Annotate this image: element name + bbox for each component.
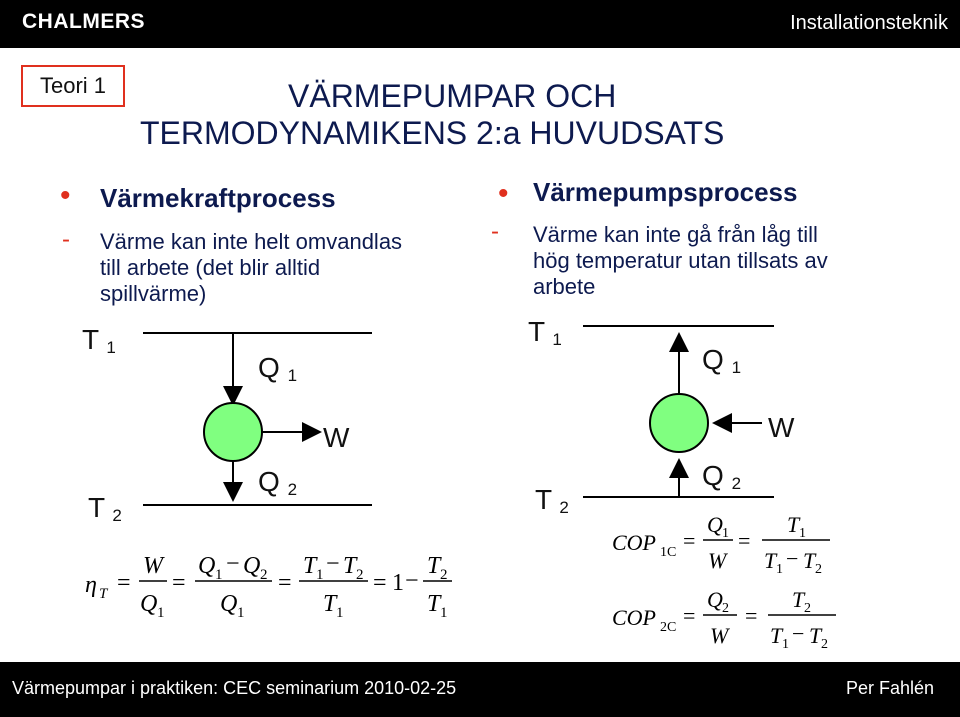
bullet-icon: • xyxy=(60,179,71,212)
equals-sign: = xyxy=(683,528,696,553)
right-heading: Värmepumpsprocess xyxy=(533,177,798,207)
denominator-t2: T xyxy=(809,623,822,648)
right-t2-label: T $_2$ xyxy=(535,484,569,517)
sub-1: 1 xyxy=(722,526,729,541)
numerator-t1: T xyxy=(303,553,317,579)
right-q2-label: Q $_2$ xyxy=(702,460,742,493)
heat-engine-diagram xyxy=(143,333,372,505)
equals-sign: = xyxy=(172,570,186,596)
numerator-t2: T xyxy=(343,553,357,579)
equals-sign: = xyxy=(683,603,696,628)
equals-sign: = xyxy=(745,603,758,628)
equals-sign: = xyxy=(373,570,387,596)
numerator-q1: Q xyxy=(707,512,723,537)
denominator-w: W xyxy=(708,548,727,573)
right-w-label: W xyxy=(768,412,795,443)
left-t2-label: T $_2$ xyxy=(88,492,122,525)
sub-2: 2 xyxy=(440,567,448,583)
equals-sign: = xyxy=(738,528,751,553)
left-text-line: spillvärme) xyxy=(100,281,207,306)
left-heading: Värmekraftprocess xyxy=(100,183,336,213)
denominator-t1: T xyxy=(770,623,783,648)
right-q1-label: Q $_1$ xyxy=(702,344,742,377)
cop1-formula xyxy=(612,512,830,577)
numerator-q2: Q xyxy=(707,587,723,612)
left-q2-label: Q $_2$ xyxy=(258,466,298,499)
sub-2: 2 xyxy=(260,567,268,583)
cop-subscript: 2C xyxy=(660,620,677,635)
equals-sign: = xyxy=(278,570,292,596)
minus-sign: − xyxy=(786,546,799,571)
sub-2: 2 xyxy=(804,601,811,616)
left-text-line: Värme kan inte helt omvandlas xyxy=(100,229,403,254)
dash-icon: - xyxy=(491,218,499,245)
minus-sign: − xyxy=(405,568,419,594)
sub-2: 2 xyxy=(821,637,828,652)
sub-1: 1 xyxy=(336,605,344,621)
dash-icon: - xyxy=(62,226,70,253)
sub-1: 1 xyxy=(237,605,245,621)
numerator-w: W xyxy=(143,553,163,579)
cop-label: COP xyxy=(612,605,656,630)
sub-1: 1 xyxy=(440,605,448,621)
cop-subscript: 1C xyxy=(660,545,677,560)
left-w-label: W xyxy=(323,422,350,453)
eta-subscript: T xyxy=(99,586,108,602)
minus-sign: − xyxy=(792,621,805,646)
department-label: Installationsteknik xyxy=(790,12,948,34)
denominator-q1: Q xyxy=(220,591,238,617)
sub-1: 1 xyxy=(776,562,783,577)
right-text-line: arbete xyxy=(533,274,596,299)
sub-1: 1 xyxy=(316,567,324,583)
eta-symbol: η xyxy=(85,572,97,598)
cop2-formula xyxy=(612,587,836,652)
right-t1-label: T $_1$ xyxy=(528,316,562,349)
sub-1: 1 xyxy=(782,637,789,652)
heat-pump-diagram xyxy=(583,326,774,497)
footer-bar xyxy=(0,662,960,717)
numerator-t2: T xyxy=(427,553,441,579)
efficiency-formula xyxy=(85,551,452,621)
sub-2: 2 xyxy=(722,601,729,616)
denominator-q: Q xyxy=(140,591,158,617)
chalmers-logo: CHALMERS xyxy=(22,10,145,33)
denominator-t1: T xyxy=(323,591,337,617)
title-line-1: VÄRMEPUMPAR OCH xyxy=(288,78,617,114)
right-text-line: hög temperatur utan tillsats av xyxy=(533,248,828,273)
sub-2: 2 xyxy=(815,562,822,577)
pump-wheel xyxy=(650,394,708,452)
title-line-2: TERMODYNAMIKENS 2:a HUVUDSATS xyxy=(140,115,725,151)
left-q1-label: Q $_1$ xyxy=(258,352,298,385)
sub-1: 1 xyxy=(215,567,223,583)
sub-1: 1 xyxy=(157,605,165,621)
numerator-t1: T xyxy=(787,512,800,537)
numerator-t2: T xyxy=(792,587,805,612)
denominator-t1: T xyxy=(427,591,441,617)
cop-label: COP xyxy=(612,530,656,555)
bullet-icon: • xyxy=(498,177,509,210)
denominator-t1: T xyxy=(764,548,777,573)
minus-sign: − xyxy=(226,551,240,577)
equals-sign: = xyxy=(117,570,131,596)
right-text-line: Värme kan inte gå från låg till xyxy=(533,222,818,247)
engine-wheel xyxy=(204,403,262,461)
sub-2: 2 xyxy=(356,567,364,583)
footer-author: Per Fahlén xyxy=(845,678,934,698)
sub-1: 1 xyxy=(799,526,806,541)
minus-sign: − xyxy=(326,551,340,577)
denominator-w: W xyxy=(710,623,729,648)
footer-left-text: Värmepumpar i praktiken: CEC seminarium 2010-02-25 xyxy=(12,678,457,698)
numerator-q2: Q xyxy=(243,553,261,579)
left-t1-label: T $_1$ xyxy=(82,324,116,357)
left-text-line: till arbete (det blir alltid xyxy=(100,255,321,280)
denominator-t2: T xyxy=(803,548,816,573)
numerator-q1: Q xyxy=(198,553,216,579)
one: 1 xyxy=(392,570,404,596)
teori-badge: Teori 1 xyxy=(21,65,125,107)
